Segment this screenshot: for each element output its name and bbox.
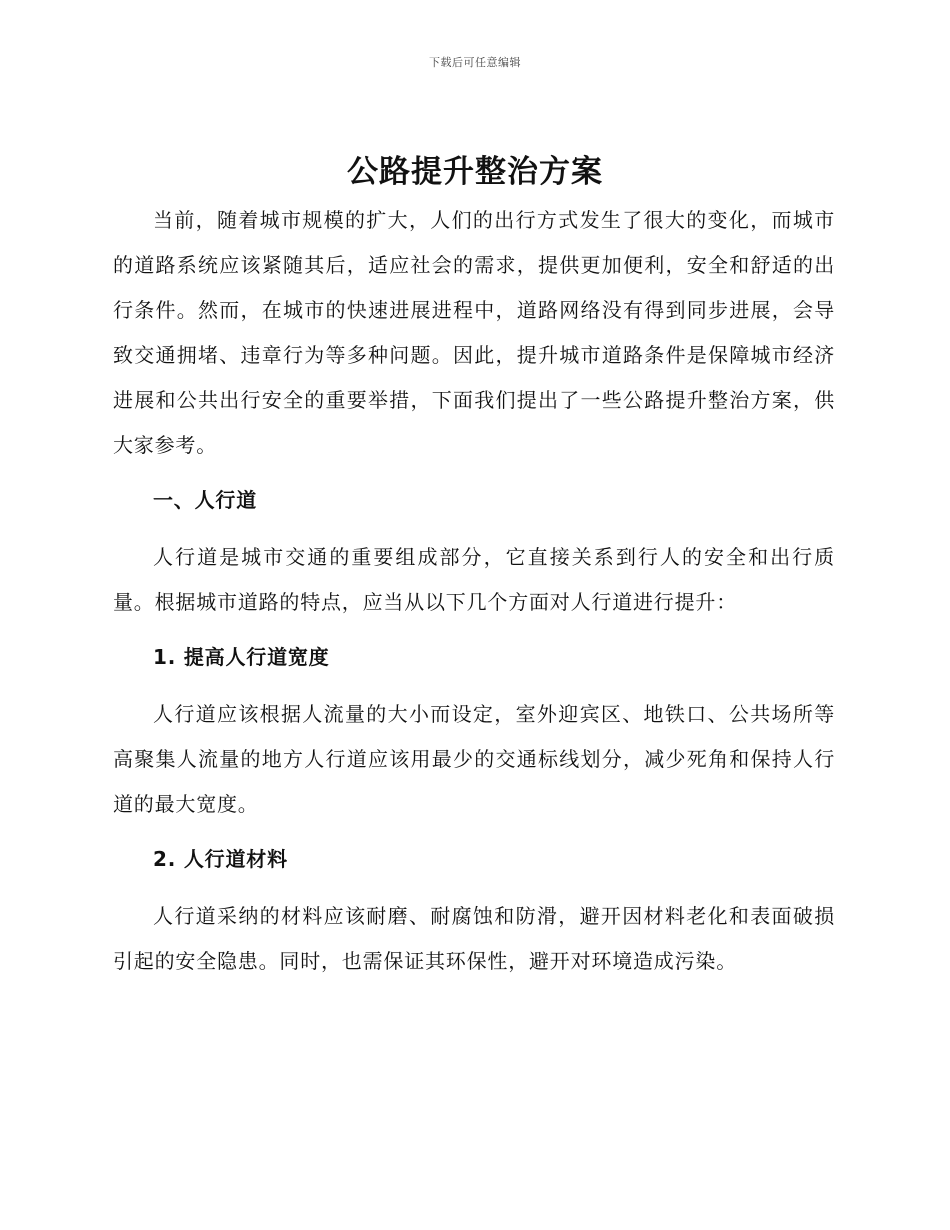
subheading-sidewalk-material: 2. 人行道材料	[153, 847, 288, 871]
sidewalk-material-paragraph: 人行道采纳的材料应该耐磨、耐腐蚀和防滑，避开因材料老化和表面破损引起的安全隐患。同时，也需保证其环保性，避开对环境造成污染。	[113, 904, 835, 973]
section-heading-sidewalk: 一、人行道	[153, 488, 257, 512]
sidewalk-paragraph: 人行道是城市交通的重要组成部分，它直接关系到行人的安全和出行质量。根据城市道路的特点，应当从以下几个方面对人行道进行提升：	[113, 545, 835, 614]
sidewalk-width-paragraph: 人行道应该根据人流量的大小而设定，室外迎宾区、地铁口、公共场所等高聚集人流量的地方人行道应该用最少的交通标线划分，减少死角和保持人行道的最大宽度。	[113, 702, 835, 816]
header-note: 下载后可任意编辑	[429, 56, 521, 69]
document-body	[113, 198, 835, 994]
document-title: 公路提升整治方案	[347, 154, 603, 190]
intro-paragraph: 当前，随着城市规模的扩大，人们的出行方式发生了很大的变化，而城市的道路系统应该紧随其后，适应社会的需求，提供更加便利，安全和舒适的出行条件。然而，在城市的快速进展进程中，道路网络没有得到同步进展，会导致交通拥堵、违章行为等多种问题。因此，提升城市道路条件是保障城市经济进展和公共出行安全的重要举措，下面我们提出了一些公路提升整治方案，供大家参考。	[113, 208, 835, 457]
subheading-sidewalk-width: 1. 提高人行道宽度	[153, 645, 330, 669]
